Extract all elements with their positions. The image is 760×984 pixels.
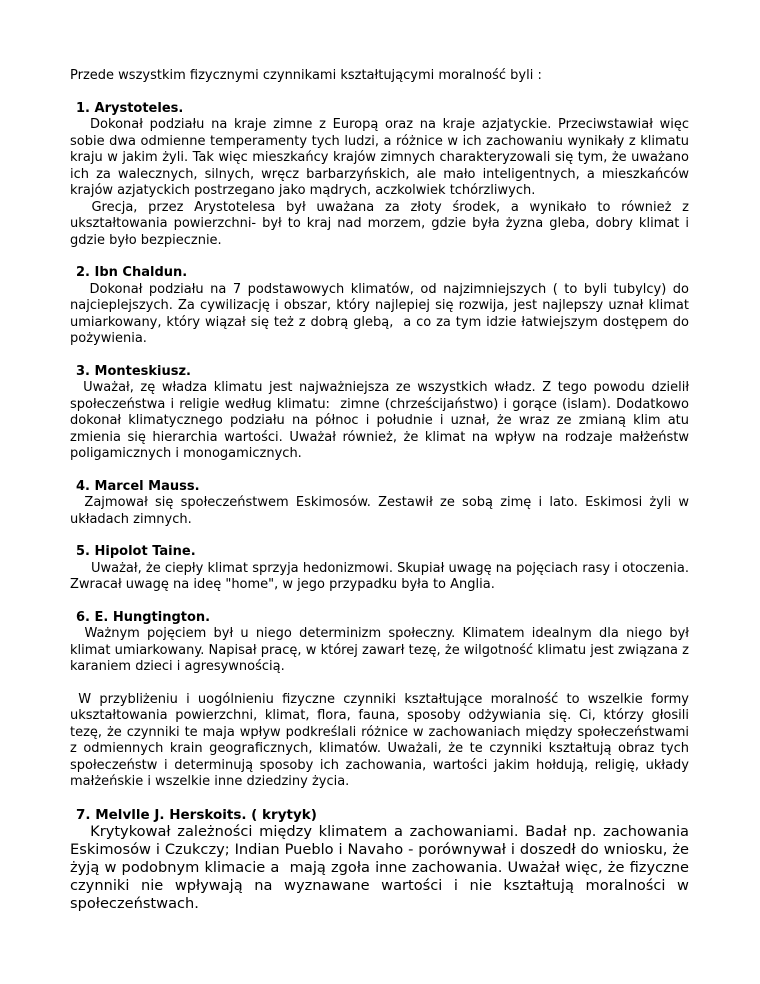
section-paragraph: Zajmował się społeczeństwem Eskimosów. Zestawił ze sobą zimę i lato. Eskimosi żyli w układach zimnych. [70,495,694,527]
section-paragraph: Krytykował zależności między klimatem a zachowaniami. Badał np. zachowania Eskimosów i Czukczy; Indian Pueblo i Navaho - porównywał i doszedł do wniosku, że żyją w podobnym klimacie a mają zgoła inne zachowania. Uważał więc, że fizyczne czynniki nie wpływają na wyznawane wartości i nie kształtują moralności w społeczeństwach. [70,823,694,912]
section-herskoits [70,806,694,914]
section-paragraph: Uważał, zę władza klimatu jest najważniejsza ze wszystkich władz. Z tego powodu dzielił społeczeństwa i religie według klimatu: zimne (chrześcijaństwo) i gorące (islam). Dodatkowo dokonał klimatycznego podziału na północ i południe i uznał, że wraz ze zmianą klim atu zmienia się hierarchia wartości. Uważał również, że klimat na wpływ na rodzaje małżeństw poligamicznych i monogamicznych. [70,380,694,461]
section-heading: 2. Ibn Chaldun. [76,265,188,280]
section-heading: 3. Monteskiusz. [76,363,192,379]
section-monteskiusz [70,363,694,463]
section-heading: 1. Arystoteles. [76,100,184,116]
section-heading: 6. E. Hungtington. [76,609,211,625]
section-marcel-mauss [70,478,694,529]
summary-paragraph: W przybliżeniu i uogólnieniu fizyczne czynniki kształtujące moralność to wszelkie formy ukształtowania powierzchni, klimat, flora, fauna, sposoby odżywiania się. Ci, którzy głosili tezę, że czynniki te maja wpływ podkreślali różnice w zachowaniach między społeczeństwami z odmiennych krain geograficznych, klimatów. Uważali, że te czynniki kształtują obraz tych społeczeństw i determinują sposoby ich zachowania, wartości jakim hołdują, religię, układy małżeńskie i wszelkie inne dziedziny życia. [70,691,694,789]
section-paragraph: Dokonał podziału na kraje zimne z Europą oraz na kraje azjatyckie. Przeciwstawiał więc sobie dwa odmienne temperamenty tych ludzi, a różnice w ich zachowaniu wynikały z klimatu kraju w jakim żyli. Tak więc mieszkańcy krajów zimnych charakteryzowali się tym, że uważano ich za walecznych, silnych, wręcz barbarzyńskich, ale mało inteligentnych, a mieszkańców krajów azjatyckich postrzegano jako mądrych, aczkolwiek tchórzliwych. [70,117,694,198]
section-ibn-chaldun [70,265,694,348]
section-paragraph: Grecja, przez Arystotelesa był uważana za złoty środek, a wynikało to również z ukształtowania powierzchni- był to kraj nad morzem, gdzie była żyzna gleba, dobry klimat i gdzie było bezpiecznie. [70,199,694,248]
section-arystoteles [70,100,694,250]
section-paragraph: Uważał, że ciepły klimat sprzyja hedonizmowi. Skupiał uwagę na pojęciach rasy i otoczenia. Zwracał uwagę na ideę "home", w jego przypadku była to Anglia. [70,560,694,592]
document-page [70,68,694,929]
section-heading: 4. Marcel Mauss. [76,478,200,494]
intro-text: Przede wszystkim fizycznymi czynnikami kształtującymi moralność byli : [70,68,542,83]
section-paragraph: Dokonał podziału na 7 podstawowych klimatów, od najzimniejszych ( to byli tubylcy) do najcieplejszych. Za cywilizację i obszar, który najlepiej się rozwija, jest najlepszy uznał klimat umiarkowany, który wiązał się też z dobrą glebą, a co za tym idzie łatwiejszym dostępem do pożywienia. [70,281,694,346]
section-hungtington [70,609,694,676]
section-heading: 5. Hipolot Taine. [76,544,196,559]
section-heading: 7. Melvlle J. Herskoits. ( krytyk) [76,806,317,823]
section-paragraph: Ważnym pojęciem był u niego determinizm społeczny. Klimatem idealnym dla niego był klimat umiarkowany. Napisał pracę, w której zawarł tezę, że wilgotność klimatu jest związana z karaniem dzieci i agresywnością. [70,626,694,674]
section-hipolot-taine [70,544,694,594]
